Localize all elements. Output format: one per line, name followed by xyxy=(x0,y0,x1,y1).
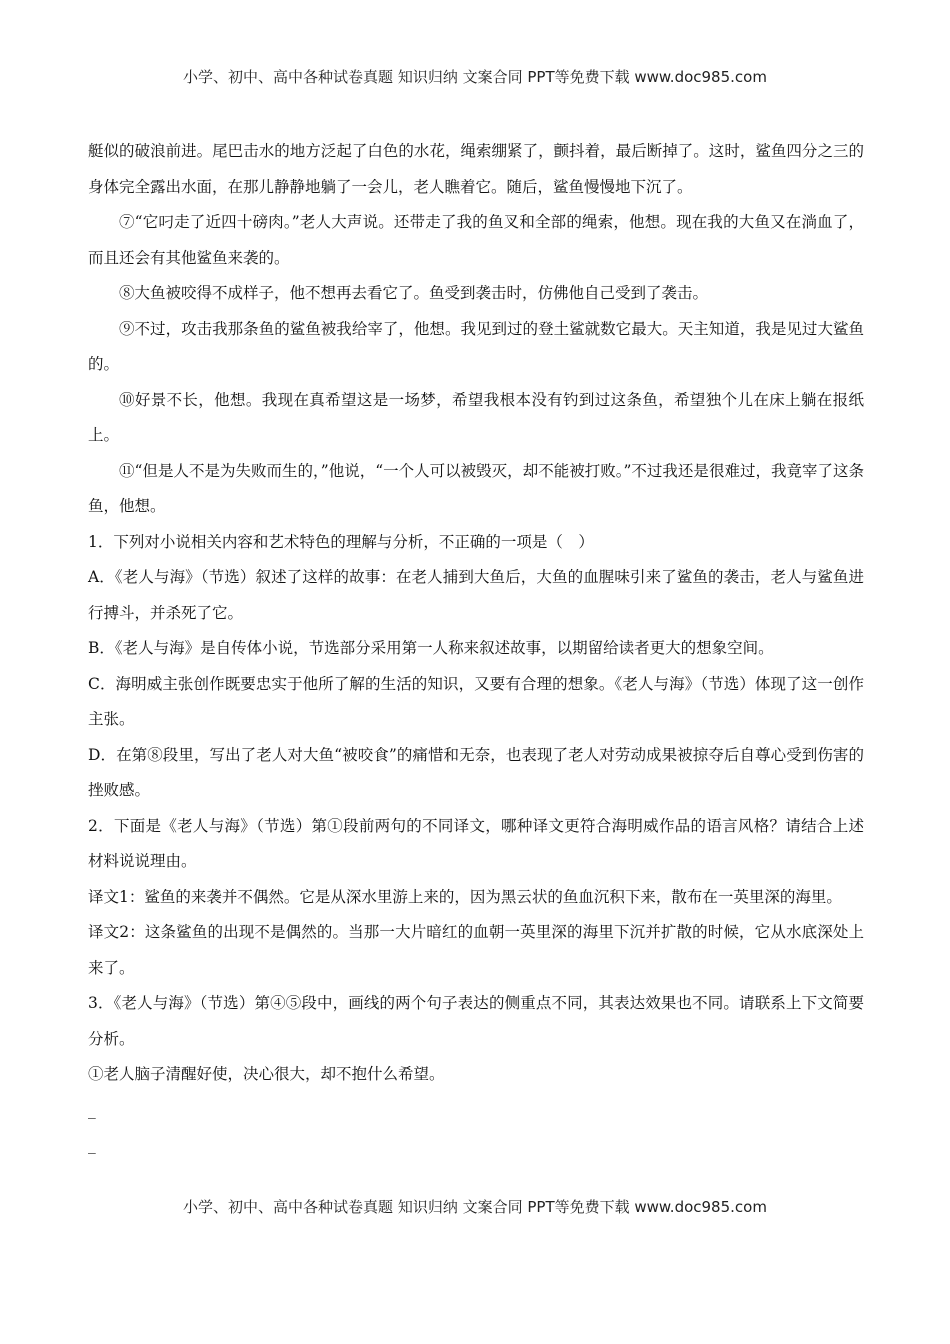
passage-paragraph: 艇似的破浪前进。尾巴击水的地方泛起了白色的水花，绳索绷紧了，颤抖着，最后断掉了。这时，鲨鱼四分之三的身体完全露出水面，在那儿静静地躺了一会儿，老人瞧着它。随后，鲨鱼慢慢地下沉了。 xyxy=(88,142,864,196)
page-header: 小学、初中、高中各种试卷真题 知识归纳 文案合同 PPT等免费下载 www.doc985.com xyxy=(183,68,767,86)
questions xyxy=(88,525,864,1093)
passage-paragraph: ⑧大鱼被咬得不成样子，他不想再去看它了。鱼受到袭击时，仿佛他自己受到了袭击。 xyxy=(119,284,709,302)
translation-2: 译文2：这条鲨鱼的出现不是偶然的。当那一大片暗红的血朝一英里深的海里下沉并扩散的时候，它从水底深处上来了。 xyxy=(88,923,864,977)
page-footer: 小学、初中、高中各种试卷真题 知识归纳 文案合同 PPT等免费下载 www.doc985.com xyxy=(183,1198,767,1216)
passage xyxy=(88,134,864,525)
option-c: C．海明威主张创作既要忠实于他所了解的生活的知识，又要有合理的想象。《老人与海》（节选）体现了这一创作主张。 xyxy=(88,674,864,728)
option-a: A．《老人与海》（节选）叙述了这样的故事：在老人捕到大鱼后，大鱼的血腥味引来了鲨鱼的袭击，老人与鲨鱼进行搏斗，并杀死了它。 xyxy=(88,568,864,622)
passage-paragraph: ⑨不过，攻击我那条鱼的鲨鱼被我给宰了，他想。我见到过的登土鲨就数它最大。天主知道，我是见过大鲨鱼的。 xyxy=(88,319,864,373)
question-3-stem: 3．《老人与海》（节选）第④⑤段中，画线的两个句子表达的侧重点不同，其表达效果也不同。请联系上下文简要分析。 xyxy=(88,994,864,1048)
question-3-item-1: ①老人脑子清醒好使，决心很大，却不抱什么希望。 xyxy=(88,1065,445,1083)
question-2-stem: 2．下面是《老人与海》（节选）第①段前两句的不同译文，哪种译文更符合海明威作品的语言风格？请结合上述材料说说理由。 xyxy=(88,816,864,870)
passage-paragraph: ⑩好景不长，他想。我现在真希望这是一场梦，希望我根本没有钓到过这条鱼，希望独个儿在床上躺在报纸上。 xyxy=(88,390,864,444)
passage-paragraph: ⑪“但是人不是为失败而生的，”他说，“一个人可以被毁灭，却不能被打败。”不过我还是很难过，我竟宰了这条鱼，他想。 xyxy=(88,461,864,515)
passage-paragraph: ⑦“它叼走了近四十磅肉。”老人大声说。还带走了我的鱼叉和全部的绳索，他想。现在我的大鱼又在淌血了，而且还会有其他鲨鱼来袭的。 xyxy=(88,213,864,267)
option-d: D．在第⑧段里，写出了老人对大鱼“被咬食”的痛惜和无奈，也表现了老人对劳动成果被掠夺后自尊心受到伤害的挫败感。 xyxy=(88,745,864,799)
answer-line: _ xyxy=(88,1135,96,1154)
answer-line: _ xyxy=(88,1100,96,1119)
option-b: B．《老人与海》是自传体小说，节选部分采用第一人称来叙述故事，以期留给读者更大的想象空间。 xyxy=(88,639,774,657)
translation-1: 译文1：鲨鱼的来袭并不偶然。它是从深水里游上来的，因为黑云状的鱼血沉积下来，散布在一英里深的海里。 xyxy=(88,887,842,906)
document-body xyxy=(88,134,864,1163)
question-1-stem: 1．下列对小说相关内容和艺术特色的理解与分析，不正确的一项是（ ） xyxy=(88,532,594,551)
